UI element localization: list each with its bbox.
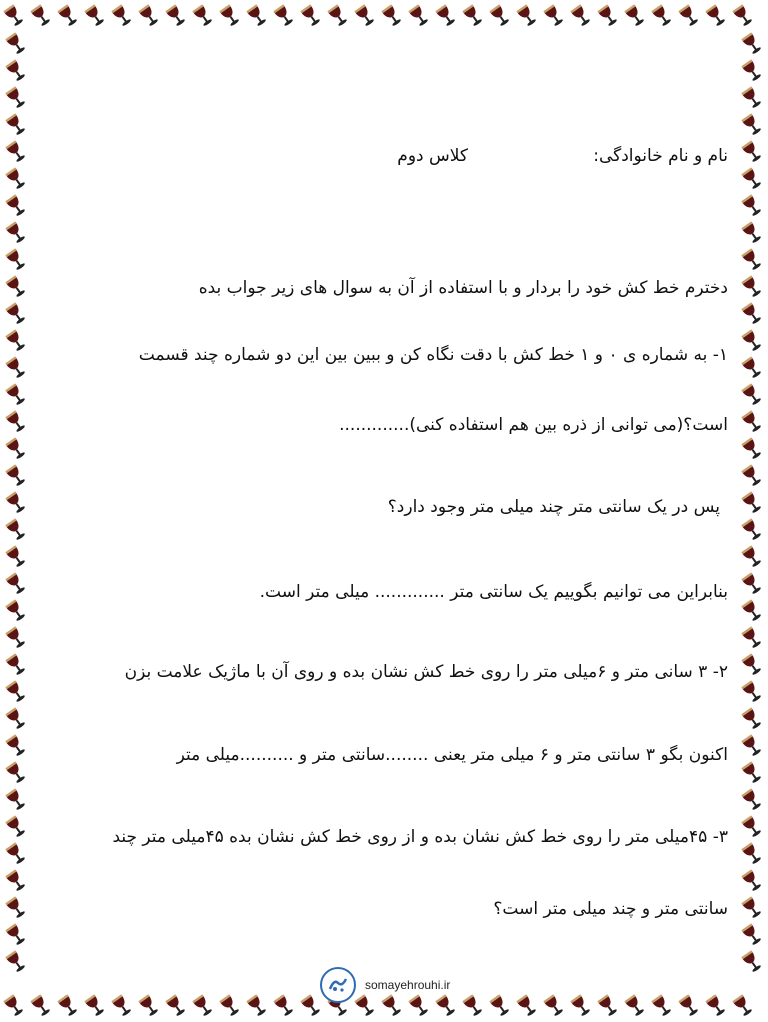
wine-glass-icon (30, 994, 51, 1017)
wine-glass-icon (597, 994, 618, 1017)
wine-glass-icon (57, 4, 78, 27)
wine-glass-icon (5, 464, 26, 487)
wine-glass-icon (5, 950, 26, 973)
wine-glass-icon (570, 994, 591, 1017)
wine-glass-icon (741, 842, 762, 865)
wine-glass-icon (273, 4, 294, 27)
wine-glass-icon (678, 4, 699, 27)
wine-glass-icon (5, 194, 26, 217)
wine-glass-icon (435, 4, 456, 27)
question-2-line-2: اکنون بگو ۳ سانتی متر و ۶ میلی متر یعنی ........سانتی متر و ..........میلی متر (176, 745, 728, 765)
wine-glass-icon (741, 140, 762, 163)
wine-glass-icon (705, 994, 726, 1017)
wine-glass-icon (489, 4, 510, 27)
wine-glass-icon (678, 994, 699, 1017)
wine-glass-icon (741, 275, 762, 298)
wine-glass-icon (5, 842, 26, 865)
wine-glass-icon (543, 994, 564, 1017)
wine-glass-icon (741, 518, 762, 541)
wine-glass-icon (741, 437, 762, 460)
wine-glass-icon (5, 32, 26, 55)
wine-glass-icon (741, 788, 762, 811)
wine-glass-icon (5, 221, 26, 244)
wine-glass-icon (741, 923, 762, 946)
wine-glass-icon (741, 194, 762, 217)
wine-glass-icon (741, 626, 762, 649)
wine-glass-icon (30, 4, 51, 27)
wine-glass-icon (741, 113, 762, 136)
wine-glass-icon (5, 896, 26, 919)
wine-glass-icon (741, 356, 762, 379)
wine-glass-icon (741, 653, 762, 676)
wine-glass-icon (741, 410, 762, 433)
wine-glass-icon (138, 994, 159, 1017)
wine-glass-icon (111, 4, 132, 27)
wine-glass-icon (741, 950, 762, 973)
wine-glass-icon (5, 680, 26, 703)
wine-glass-icon (741, 680, 762, 703)
wine-glass-icon (5, 572, 26, 595)
border-left (0, 0, 32, 1022)
wine-glass-icon (741, 59, 762, 82)
wine-glass-icon (5, 869, 26, 892)
wine-glass-icon (651, 994, 672, 1017)
wine-glass-icon (741, 572, 762, 595)
wine-glass-icon (300, 994, 321, 1017)
wine-glass-icon (138, 4, 159, 27)
wine-glass-icon (5, 167, 26, 190)
wine-glass-icon (5, 59, 26, 82)
wine-glass-icon (516, 4, 537, 27)
wine-glass-icon (219, 4, 240, 27)
wine-glass-icon (5, 815, 26, 838)
wine-glass-icon (165, 4, 186, 27)
question-1-follow-up: پس در یک سانتی متر چند میلی متر وجود دارد؟ (387, 497, 720, 517)
wine-glass-icon (651, 4, 672, 27)
wine-glass-icon (462, 994, 483, 1017)
wine-glass-icon (597, 4, 618, 27)
wine-glass-icon (741, 734, 762, 757)
wine-glass-icon (741, 167, 762, 190)
wine-glass-icon (5, 275, 26, 298)
wine-glass-icon (84, 994, 105, 1017)
wine-glass-icon (741, 707, 762, 730)
question-3-line-1: ۳- ۴۵میلی متر را روی خط کش نشان بده و از روی خط کش نشان بده ۴۵میلی متر چند (112, 827, 728, 847)
wine-glass-icon (5, 248, 26, 271)
wine-glass-icon (705, 4, 726, 27)
worksheet-page (40, 40, 728, 980)
wine-glass-icon (192, 4, 213, 27)
wine-glass-icon (327, 4, 348, 27)
wine-glass-icon (741, 869, 762, 892)
wine-glass-icon (741, 491, 762, 514)
wine-glass-icon (246, 994, 267, 1017)
wine-glass-icon (5, 923, 26, 946)
wine-glass-icon (741, 815, 762, 838)
wine-glass-icon (273, 994, 294, 1017)
wine-glass-icon (5, 86, 26, 109)
wine-glass-icon (5, 788, 26, 811)
wine-glass-icon (5, 545, 26, 568)
wine-glass-icon (543, 4, 564, 27)
question-3-line-2: سانتی متر و چند میلی متر است؟ (493, 899, 728, 919)
wine-glass-icon (381, 4, 402, 27)
wine-glass-icon (741, 86, 762, 109)
wine-glass-icon (570, 4, 591, 27)
wine-glass-icon (5, 518, 26, 541)
intro-instruction: دخترم خط کش خود را بردار و با استفاده از آن به سوال های زیر جواب بده (198, 278, 728, 298)
wine-glass-icon (489, 994, 510, 1017)
wine-glass-icon (741, 248, 762, 271)
website-url[interactable]: somayehrouhi.ir (362, 978, 453, 992)
wine-glass-icon (5, 491, 26, 514)
wine-glass-icon (5, 410, 26, 433)
wine-glass-icon (741, 329, 762, 352)
wine-glass-icon (5, 113, 26, 136)
wine-glass-icon (5, 140, 26, 163)
wine-glass-icon (165, 994, 186, 1017)
wine-glass-icon (741, 761, 762, 784)
wine-glass-icon (57, 994, 78, 1017)
wine-glass-icon (741, 464, 762, 487)
question-1-line-1: ۱- به شماره ی ۰ و ۱ خط کش با دقت نگاه کن و ببین بین این دو شماره چند قسمت (138, 345, 728, 365)
wine-glass-icon (84, 4, 105, 27)
wine-glass-icon (741, 221, 762, 244)
wine-glass-icon (741, 545, 762, 568)
wine-glass-icon (5, 734, 26, 757)
wine-glass-icon (219, 994, 240, 1017)
wine-glass-icon (246, 4, 267, 27)
border-right (736, 0, 768, 1022)
wine-glass-icon (5, 626, 26, 649)
student-name-label: نام و نام خانوادگی: (593, 146, 728, 166)
wine-glass-icon (5, 599, 26, 622)
wine-glass-icon (741, 599, 762, 622)
class-label: کلاس دوم (397, 146, 468, 166)
wine-glass-icon (462, 4, 483, 27)
wine-glass-icon (300, 4, 321, 27)
wine-glass-icon (516, 994, 537, 1017)
wine-glass-icon (5, 329, 26, 352)
wine-glass-icon (5, 356, 26, 379)
wine-glass-icon (741, 896, 762, 919)
wine-glass-icon (5, 653, 26, 676)
question-1-conclusion: بنابراین می توانیم بگوییم یک سانتی متر ............. میلی متر است. (259, 582, 728, 602)
wine-glass-icon (741, 302, 762, 325)
wine-glass-icon (741, 383, 762, 406)
wine-glass-icon (5, 302, 26, 325)
wine-glass-icon (5, 437, 26, 460)
footer-watermark (320, 968, 453, 1002)
wine-glass-icon (354, 4, 375, 27)
wine-glass-icon (5, 383, 26, 406)
wine-glass-icon (5, 707, 26, 730)
border-top (0, 0, 768, 32)
wine-glass-icon (408, 4, 429, 27)
wine-glass-icon (624, 994, 645, 1017)
question-2-line-1: ۲- ۳ سانی متر و ۶میلی متر را روی خط کش نشان بده و روی آن با ماژیک علامت بزن (124, 662, 728, 682)
wine-glass-icon (192, 994, 213, 1017)
wine-glass-icon (5, 761, 26, 784)
site-logo-icon (320, 967, 356, 1003)
wine-glass-icon (111, 994, 132, 1017)
question-1-line-2: است؟(می توانی از ذره بین هم استفاده کنی)............. (339, 415, 728, 435)
wine-glass-icon (624, 4, 645, 27)
wine-glass-icon (741, 32, 762, 55)
